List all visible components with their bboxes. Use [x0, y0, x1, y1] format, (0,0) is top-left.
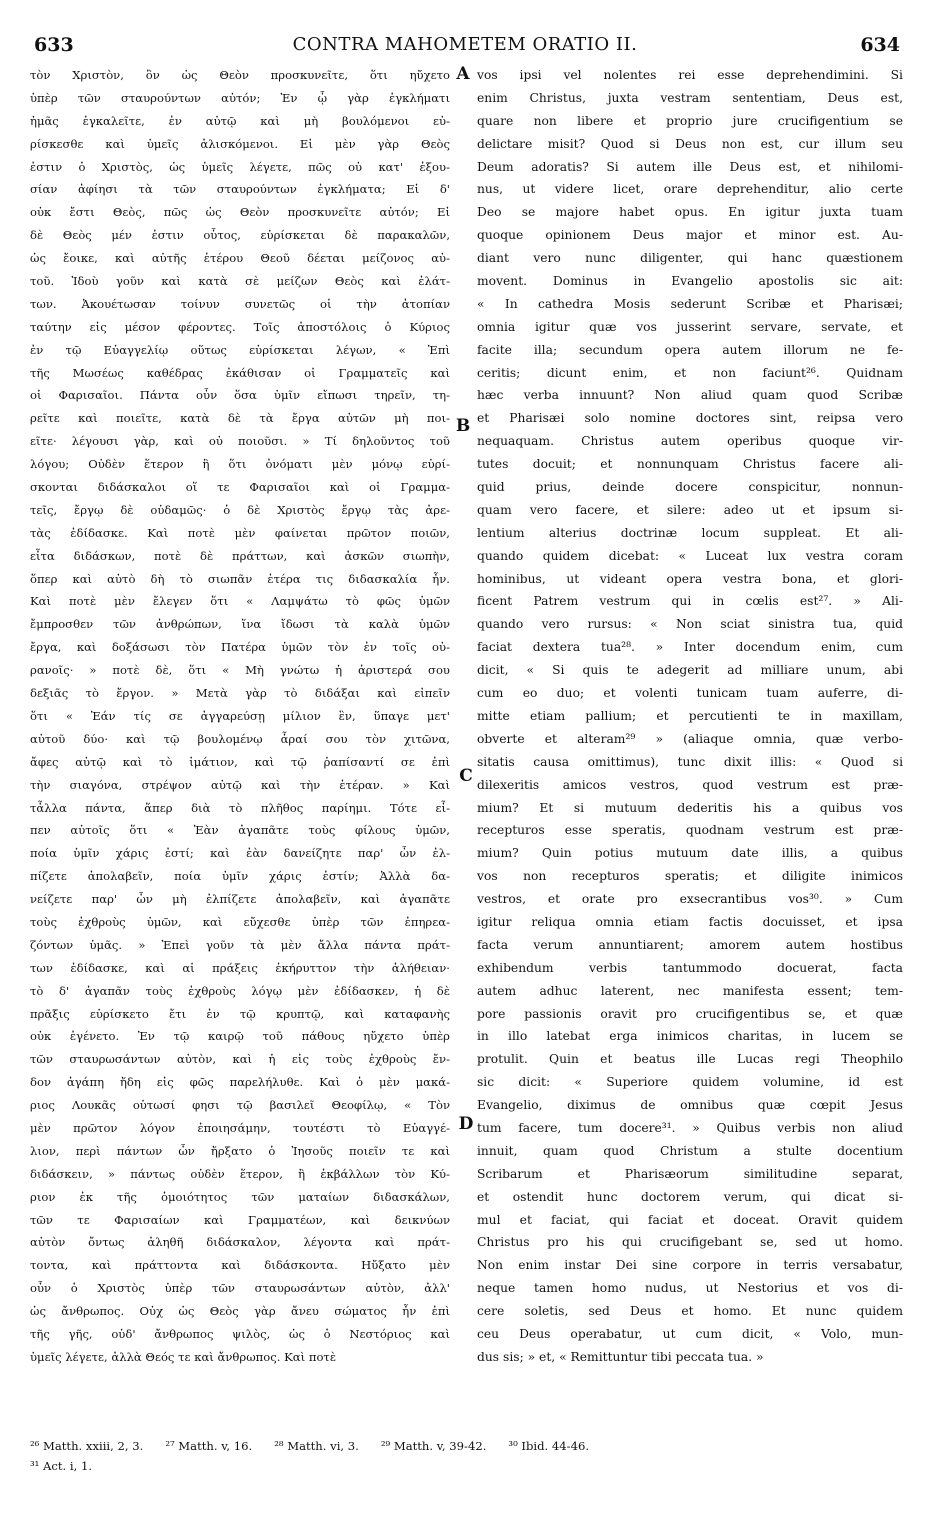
greek-text-line: δον ἀγάπη ἤδη εἰς φῶς παρελήλυθε. Καὶ ὁ μὲν μακά- — [30, 1075, 450, 1090]
greek-text-line: ζόντων ὑμᾶς. » Ἐπεὶ γοῦν τὰ μὲν ἄλλα πάντα πράτ- — [30, 937, 450, 952]
latin-text-line: sitatis causa omittimus), tunc dixit illis: « Quod si — [477, 754, 903, 769]
footnote: ³¹ Act. i, 1. — [30, 1459, 93, 1473]
greek-text-line: ὅπερ καὶ αὐτὸ δὴ τὸ σιωπᾶν ἑτέρα τις διδασκαλία ἦν. — [30, 571, 450, 586]
latin-text-line: mitte etiam pallium; et percutienti te in maxillam, — [477, 708, 903, 723]
greek-text-line: εἶτα διδάσκων, ποτὲ δὲ πράττων, καὶ ἀσκῶν σιωπὴν, — [30, 548, 450, 563]
running-title: CONTRA MAHOMETEM ORATIO II. — [292, 34, 638, 55]
greek-text-line: τοὺς ἐχθροὺς ὑμῶν, καὶ εὔχεσθε ὑπὲρ τῶν ἐπηρεα- — [30, 914, 450, 929]
latin-text-line: pore passionis oravit pro crucifigentibus se, et quæ — [477, 1006, 903, 1021]
greek-text-line: ἔμπροσθεν τῶν ἀνθρώπων, ἵνα ἴδωσι τὰ καλὰ ὑμῶν — [30, 617, 450, 632]
greek-text-line: των. Ἀκουέτωσαν τοίνυν συνετῶς οἱ τὴν ἀτοπίαν — [30, 296, 450, 311]
latin-text-line: dilexeritis amicos vestros, quod vestrum est præ- — [477, 777, 903, 792]
greek-text-line: τῶν τε Φαρισαίων καὶ Γραμματέων, καὶ δεικνύων — [30, 1212, 450, 1227]
footnote: ²⁸ Matth. vi, 3. — [274, 1439, 359, 1453]
latin-text-line: ceritis; dicunt enim, et non faciunt²⁶. Quidnam — [477, 365, 903, 380]
greek-text-line: ὑπὲρ τῶν σταυρούντων αὐτόν; Ἐν ᾧ γὰρ ἐγκλήματι — [30, 90, 450, 105]
latin-text-line: delictare misit? Quod si Deus non est, cur illum seu — [477, 136, 903, 151]
greek-text-line: ρανοῖς· » ποτὲ δὲ, ὅτι « Μὴ γνώτω ἡ ἀριστερά σου — [30, 663, 450, 678]
latin-text-line: obverte et alteram²⁹ » (aliaque omnia, quæ verbo- — [477, 731, 903, 746]
latin-text-line: Scribarum et Pharisæorum similitudine separat, — [477, 1166, 903, 1181]
latin-text-line: enim Christus, juxta vestram sententiam, Deus est, — [477, 90, 903, 105]
latin-text-line: faciat dextera tua²⁸. » Inter docendum enim, cum — [477, 640, 903, 655]
greek-text-line: τῶν σταυρωσάντων αὐτὸν, καὶ ἡ εἰς τοὺς ἐχθροὺς ἔν- — [30, 1052, 450, 1067]
greek-text-line: νείζετε παρ' ὧν μὴ ἐλπίζετε ἀπολαβεῖν, καὶ ἀγαπᾶτε — [30, 892, 450, 907]
greek-text-line: πεν αὐτοῖς ὅτι « Ἐὰν ἀγαπᾶτε τοὺς φίλους ὑμῶν, — [30, 823, 450, 838]
latin-text-line: exhibendum verbis tantummodo docuerat, facta — [477, 960, 903, 975]
greek-text-line: ὅτι « Ἐάν τίς σε ἀγγαρεύσῃ μίλιον ἓν, ὕπαγε μετ' — [30, 708, 450, 723]
latin-text-line: cere soletis, sed Deus et homo. Et nunc quidem — [477, 1304, 903, 1319]
greek-text-line: οὖν ὁ Χριστὸς ὑπὲρ τῶν σταυρωσάντων αὐτὸν, ἀλλ' — [30, 1281, 450, 1296]
latin-text-line: nequaquam. Christus autem operibus quoque vir- — [477, 434, 903, 449]
latin-text-line: innuit, quam quod Christum a stulte docentium — [477, 1143, 903, 1158]
latin-text-line: nus, ut videre licet, orare deprehenditur, alio certe — [477, 182, 903, 197]
greek-text-line: ρεῖτε καὶ ποιεῖτε, κατὰ δὲ τὰ ἔργα αὐτῶν μὴ ποι- — [30, 411, 450, 426]
greek-text-line: ριος Λουκᾶς οὑτωσί φησι τῷ βασιλεῖ Θεοφίλῳ, « Τὸν — [30, 1098, 450, 1113]
latin-text-line: recepturos esse speratis, quodnam vestrum est præ- — [477, 823, 903, 838]
latin-text-line: autem adhuc laterent, nec manifesta essent; tem- — [477, 983, 903, 998]
section-marker-d: D — [458, 1114, 474, 1134]
latin-text-line: facta verum annuntiarent; amorem autem hostibus — [477, 937, 903, 952]
latin-text-line: vestros, et orate pro exsecrantibus vos³⁰. » Cum — [477, 892, 903, 907]
greek-text-line: ὑμεῖς λέγετε, ἀλλὰ Θεός τε καὶ ἄνθρωπος. Καὶ ποτὲ — [30, 1349, 337, 1364]
latin-text-line: neque tamen homo nudus, ut Nestorius et vos di- — [477, 1281, 903, 1296]
greek-text-line: ἐν τῷ Εὐαγγελίῳ οὕτως εὑρίσκεται λέγων, « Ἐπὶ — [30, 342, 450, 357]
latin-text-line: hæc verba innuunt? Non aliud quam quod Scribæ — [477, 388, 903, 403]
greek-text-line: αὐτοῦ δύο· καὶ τῷ βουλομένῳ ἆραί σου τὸν χιτῶνα, — [30, 731, 450, 746]
greek-text-line: ποία ὑμῖν χάρις ἐστί; καὶ ἐὰν δανείζητε παρ' ὧν ἐλ- — [30, 846, 450, 861]
latin-text-line: dus sis; » et, « Remittuntur tibi peccata tua. » — [477, 1349, 764, 1364]
latin-text-line: quam vero facere, et silere: adeo ut et ipsum si- — [477, 502, 903, 517]
greek-text-line: εῖτε· λέγουσι γὰρ, καὶ οὐ ποιοῦσι. » Τί δηλοῦντος τοῦ — [30, 434, 450, 449]
greek-text-line: τὸν Χριστὸν, ὃν ὡς Θεὸν προσκυνεῖτε, ὅτι ηὔχετο — [30, 68, 450, 82]
latin-text-line: Non enim instar Dei sine corpore in terris versabatur, — [477, 1258, 903, 1273]
latin-text-line: « In cathedra Mosis sederunt Scribæ et Pharisæi; — [477, 296, 903, 311]
greek-text-line: ὡς ἔοικε, καὶ αὐτῆς ἑτέρου Θεοῦ δέεται μείζονος αὐ- — [30, 251, 450, 266]
footnote-line — [30, 1456, 902, 1476]
latin-text-line: Evangelio, diximus de omnibus quæ cœpit Jesus — [477, 1098, 903, 1113]
greek-text-line: οἱ Φαρισαῖοι. Πάντα οὖν ὅσα ὑμῖν εἴπωσι τηρεῖν, τη- — [30, 388, 450, 403]
greek-text-line: οὐκ ἔστι Θεὸς, πῶς ὡς Θεὸν προσκυνεῖτε αὐτόν; Εἰ — [30, 205, 450, 220]
latin-text-line: igitur reliqua omnia etiam factis docuisset, et ipsa — [477, 914, 903, 929]
latin-text-line: quoque opinionem Deus major et minor est. Au- — [477, 228, 903, 243]
latin-text-line: Deum adoratis? Si autem ille Deus est, et nihilomi- — [477, 159, 903, 174]
greek-text-line: τῆς Μωσέως καθέδρας ἐκάθισαν οἱ Γραμματεῖς καὶ — [30, 365, 450, 380]
latin-text-line: Christus pro his qui crucifigebant se, sed ut homo. — [477, 1235, 903, 1250]
greek-text-line: δὲ Θεὸς μέν ἐστιν οὗτος, εὑρίσκεται δὲ παρακαλῶν, — [30, 228, 450, 243]
footnotes — [30, 1436, 902, 1476]
running-header — [30, 34, 900, 60]
latin-text-line: Deo se majore habet opus. En igitur juxta tuam — [477, 205, 903, 220]
latin-text-line: quando vero rursus: « Non sciat sinistra tua, quid — [477, 617, 903, 632]
footnote: ²⁶ Matth. xxiii, 2, 3. — [30, 1439, 144, 1453]
greek-text-line: τὸ δ' ἀγαπᾶν τοὺς ἐχθροὺς λόγῳ μὲν ἐδίδασκεν, ἡ δὲ — [30, 983, 450, 998]
latin-text-line: facite illa; secundum opera autem illorum ne fe- — [477, 342, 903, 357]
latin-text-line: et ostendit hunc doctorem verum, qui dicat si- — [477, 1189, 903, 1204]
latin-text-line: mium? Et si mutuum dederitis his a quibus vos — [477, 800, 903, 815]
greek-text-line: τοντα, καὶ πράττοντα καὶ διδάσκοντα. Ηὔξατο μὲν — [30, 1258, 450, 1273]
greek-text-line: μὲν πρῶτον λόγον ἐποιησάμην, τουτέστι τὸ Εὐαγγέ- — [30, 1120, 450, 1135]
latin-text-line: vos non recepturos speratis; et diligite inimicos — [477, 869, 903, 884]
latin-text-line: quando quidem dicebat: « Luceat lux vestra coram — [477, 548, 903, 563]
page-number-left: 633 — [34, 34, 74, 56]
greek-text-line: τὰς ἐδίδασκε. Καὶ ποτὲ μὲν φαίνεται πρῶτον ποιῶν, — [30, 525, 450, 540]
greek-text-line: οὐκ ἐγένετο. Ἐν τῷ καιρῷ τοῦ πάθους ηὔχετο ὑπὲρ — [30, 1029, 450, 1044]
greek-text-line: τεῖς, ἔργῳ δὲ οὐδαμῶς· ὁ δὲ Χριστὸς ἔργῳ τὰς ἀρε- — [30, 502, 450, 517]
latin-text-line: hominibus, ut videant opera vestra bona, et glori- — [477, 571, 903, 586]
greek-text-line: σίαν ἀφίησι τὰ τῶν σταυρούντων ἐγκλήματα; Εἰ δ' — [30, 182, 450, 197]
greek-text-line: πρᾶξις εὑρίσκετο ἔτι ἐν τῷ κρυπτῷ, καὶ καταφανὴς — [30, 1006, 450, 1021]
greek-text-line: διδάσκειν, » πάντως οὐδὲν ἕτερον, ἢ ἐκβάλλων τὸν Κύ- — [30, 1166, 450, 1181]
section-marker-c: C — [459, 766, 473, 786]
latin-text-line: ficent Patrem vestrum qui in cœlis est²⁷. » Ali- — [477, 594, 903, 609]
greek-column — [30, 64, 450, 1430]
latin-text-line: mul et faciat, qui faciat et doceat. Oravit quidem — [477, 1212, 903, 1227]
footnote: ³⁰ Ibid. 44-46. — [508, 1439, 590, 1453]
greek-text-line: τοῦ. Ἰδοὺ γοῦν καὶ κατὰ σὲ μείζων Θεὸς καὶ ἐλάτ- — [30, 274, 450, 289]
greek-text-line: ταύτην εἰς μέσον φέροντες. Τοῖς ἀποστόλοις ὁ Κύριος — [30, 319, 450, 334]
latin-text-line: sic dicit: « Superiore quidem volumine, id est — [477, 1075, 903, 1090]
greek-text-line: τὴν σιαγόνα, στρέψον αὐτῷ καὶ τὴν ἑτέραν. » Καὶ — [30, 777, 450, 792]
latin-text-line: mium? Quin potius mutuum date illis, a quibus — [477, 846, 903, 861]
latin-text-line: ceu Deus operabatur, ut cum dicit, « Volo, mun- — [477, 1326, 903, 1341]
latin-text-line: dicit, « Si quis te adegerit ad milliare unum, abi — [477, 663, 903, 678]
greek-text-line: ἡμᾶς ἐγκαλεῖτε, ἐν αὐτῷ καὶ μὴ βουλόμενοι εὑ- — [30, 113, 450, 128]
greek-text-line: αὐτὸν ὄντως ἀληθῆ διδάσκαλον, λέγοντα καὶ πράτ- — [30, 1235, 450, 1250]
greek-text-line: σκονται διδάσκαλοι οἵ τε Φαρισαῖοι καὶ οἱ Γραμμα- — [30, 480, 450, 495]
greek-text-line: τἆλλα πάντα, ἅπερ διὰ τὸ πλῆθος παρίημι. Τότε εἶ- — [30, 800, 450, 815]
footnote: ²⁷ Matth. v, 16. — [165, 1439, 253, 1453]
greek-text-line: ἔργα, καὶ δοξάσωσι τὸν Πατέρα ὑμῶν τὸν ἐν τοῖς οὐ- — [30, 640, 450, 655]
latin-text-line: movent. Dominus in Evangelio apostolis sic ait: — [477, 274, 903, 289]
latin-text-line: in illo latebat erga inimicos charitas, in lucem se — [477, 1029, 903, 1044]
page-number-right: 634 — [860, 34, 900, 56]
latin-text-line: cum eo duo; et volenti tunicam tuam auferre, di- — [477, 686, 903, 701]
latin-text-line: diant vero nunc diligenter, qui hanc quæstionem — [477, 251, 903, 266]
latin-text-line: et Pharisæi solo nomine doctores sint, reipsa vero — [477, 411, 903, 426]
latin-text-line: quare non libere et proprio jure crucifigentium se — [477, 113, 903, 128]
section-marker-b: B — [455, 416, 471, 436]
latin-text-line: protulit. Quin et beatus ille Lucas regi Theophilo — [477, 1052, 903, 1067]
greek-text-line: ριον ἐκ τῆς ὁμοιότητος τῶν ματαίων διδασκάλων, — [30, 1189, 450, 1204]
latin-text-line: tum facere, tum docere³¹. » Quibus verbis non aliud — [477, 1120, 903, 1135]
latin-text-line: tutes docuit; et nonnunquam Christus facere ali- — [477, 457, 903, 472]
greek-text-line: Καὶ ποτὲ μὲν ἔλεγεν ὅτι « Λαμψάτω τὸ φῶς ὑμῶν — [30, 594, 450, 609]
greek-text-line: τῆς γῆς, οὐδ' ἄνθρωπος ψιλὸς, ὡς ὁ Νεστόριος καὶ — [30, 1326, 450, 1341]
section-marker-a: A — [456, 64, 470, 84]
latin-text-line: vos ipsi vel nolentes rei esse deprehendimini. Si — [477, 68, 903, 82]
footnote-line — [30, 1436, 902, 1456]
greek-text-line: ἐστιν ὁ Χριστὸς, ὡς ὑμεῖς λέγετε, πῶς οὐ κατ' ἐξου- — [30, 159, 450, 174]
latin-text-line: quid prius, deinde docere conspicitur, nonnun- — [477, 480, 903, 495]
latin-text-line: omnia igitur quæ vos jusserint servare, servate, et — [477, 319, 903, 334]
greek-text-line: λιον, περὶ πάντων ὧν ἤρξατο ὁ Ἰησοῦς ποιεῖν τε καὶ — [30, 1143, 450, 1158]
greek-text-line: λόγου; Οὐδὲν ἕτερον ἢ ὅτι ὀνόματι μὲν μόνῳ εὑρί- — [30, 457, 450, 472]
footnote: ²⁹ Matth. v, 39-42. — [380, 1439, 487, 1453]
greek-text-line: των ἐδίδασκε, καὶ αἱ πράξεις ἐκήρυττον τὴν ἀλήθειαν· — [30, 960, 450, 975]
greek-text-line: πίζετε ἀπολαβεῖν, ποία ὑμῖν χάρις ἐστίν; Ἀλλὰ δα- — [30, 869, 450, 884]
latin-text-line: lentium alterius doctrinæ locum suppleat. Et ali- — [477, 525, 903, 540]
greek-text-line: δεξιᾶς τὸ ἔργον. » Μετὰ γὰρ τὸ διδάξαι καὶ εἰπεῖν — [30, 686, 450, 701]
greek-text-line: ρίσκεσθε καὶ ὑμεῖς ἁλισκόμενοι. Εἰ μὲν γὰρ Θεὸς — [30, 136, 450, 151]
greek-text-line: ὡς ἄνθρωπος. Οὐχ ὡς Θεὸς γὰρ ἄνευ σώματος ἦν ἐπὶ — [30, 1304, 450, 1319]
latin-column — [477, 64, 903, 1430]
greek-text-line: ἄφες αὐτῷ καὶ τὸ ἱμάτιον, καὶ τῷ ῥαπίσαντί σε ἐπὶ — [30, 754, 450, 769]
